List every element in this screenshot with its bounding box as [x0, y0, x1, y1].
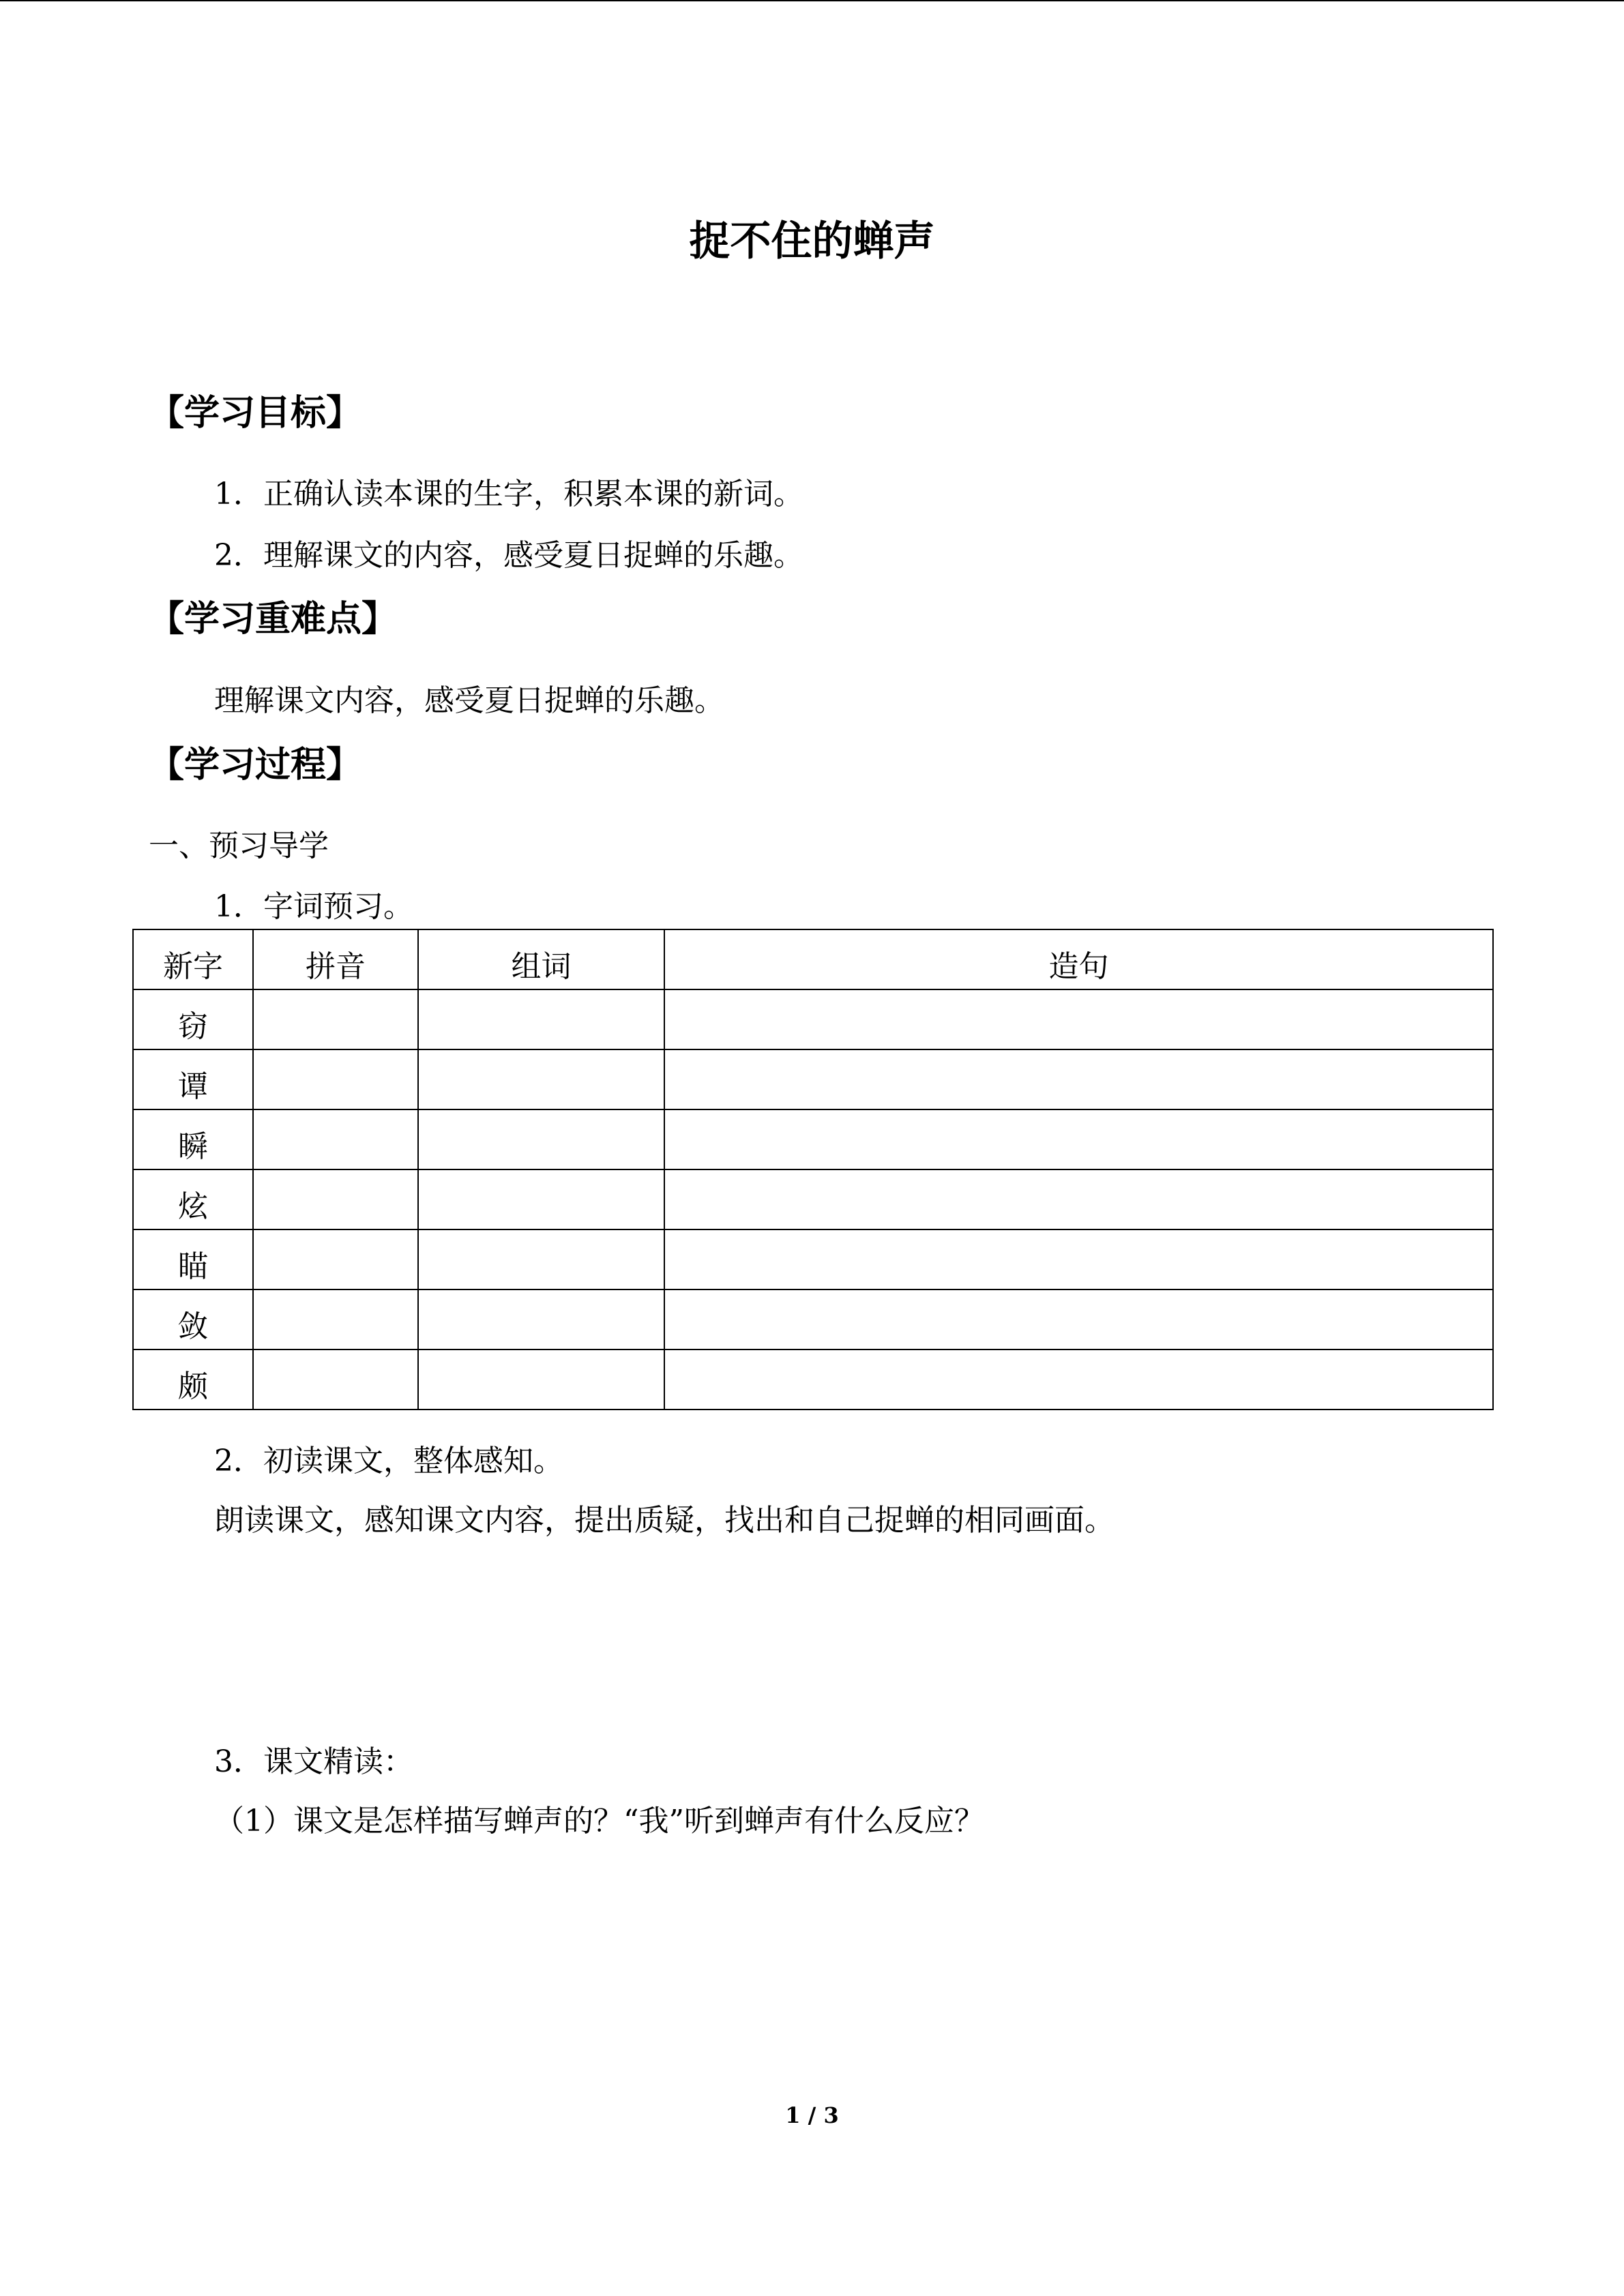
pinyin-cell[interactable]: [253, 1289, 418, 1350]
word-cell[interactable]: [418, 1289, 664, 1350]
page-number: 1 / 3: [785, 2102, 839, 2128]
table-row: [133, 1169, 1493, 1229]
header-sentence: 造句: [664, 929, 1493, 989]
sentence-cell[interactable]: [664, 1049, 1493, 1109]
goal-item-2: 2．理解课文的内容，感受夏日捉蝉的乐趣。: [214, 538, 803, 573]
row-character: 敛: [133, 1289, 253, 1350]
step-2-label: 2．初读课文，整体感知。: [214, 1444, 563, 1478]
table-row: [133, 1229, 1493, 1289]
sentence-cell[interactable]: [664, 1350, 1493, 1410]
row-character: 颇: [133, 1350, 253, 1410]
step-1-label: 1．字词预习。: [214, 889, 413, 924]
pinyin-cell[interactable]: [253, 1049, 418, 1109]
heading-learning-goals: 【学习目标】: [149, 393, 362, 434]
sentence-cell[interactable]: [664, 989, 1493, 1049]
pinyin-cell[interactable]: [253, 1109, 418, 1169]
document-title: 捉不住的蝉声: [689, 218, 935, 265]
word-cell[interactable]: [418, 1169, 664, 1229]
table-row: [133, 1109, 1493, 1169]
table-row: [133, 1289, 1493, 1350]
key-points-text: 理解课文内容，感受夏日捉蝉的乐趣。: [214, 683, 724, 718]
table-row: [133, 1350, 1493, 1410]
pinyin-cell[interactable]: [253, 1169, 418, 1229]
row-character: 瞬: [133, 1109, 253, 1169]
row-character: 瞄: [133, 1229, 253, 1289]
sentence-cell[interactable]: [664, 1109, 1493, 1169]
word-cell[interactable]: [418, 1350, 664, 1410]
header-pinyin: 拼音: [253, 929, 418, 989]
vocabulary-table: [132, 929, 1494, 1410]
row-character: 谭: [133, 1049, 253, 1109]
header-new-character: 新字: [133, 929, 253, 989]
pinyin-cell[interactable]: [253, 1229, 418, 1289]
row-character: 炫: [133, 1169, 253, 1229]
pinyin-cell[interactable]: [253, 989, 418, 1049]
step-2-instruction: 朗读课文，感知课文内容，提出质疑，找出和自己捉蝉的相同画面。: [214, 1503, 1114, 1538]
top-border-rule: [0, 0, 1624, 1]
sentence-cell[interactable]: [664, 1229, 1493, 1289]
word-cell[interactable]: [418, 1229, 664, 1289]
word-cell[interactable]: [418, 989, 664, 1049]
part-1-heading: 一、预习导学: [149, 829, 329, 863]
table-header-row: [133, 929, 1493, 989]
row-character: 窃: [133, 989, 253, 1049]
sentence-cell[interactable]: [664, 1169, 1493, 1229]
word-cell[interactable]: [418, 1049, 664, 1109]
heading-learning-process: 【学习过程】: [149, 745, 362, 786]
sentence-cell[interactable]: [664, 1289, 1493, 1350]
goal-item-1: 1．正确认读本课的生字，积累本课的新词。: [214, 477, 803, 511]
table-row: [133, 1049, 1493, 1109]
heading-key-points: 【学习重难点】: [149, 599, 398, 640]
word-cell[interactable]: [418, 1109, 664, 1169]
table-row: [133, 989, 1493, 1049]
header-word-formation: 组词: [418, 929, 664, 989]
pinyin-cell[interactable]: [253, 1350, 418, 1410]
step-3-label: 3．课文精读：: [214, 1744, 413, 1779]
question-1: （1）课文是怎样描写蝉声的？“我”听到蝉声有什么反应？: [214, 1804, 984, 1838]
